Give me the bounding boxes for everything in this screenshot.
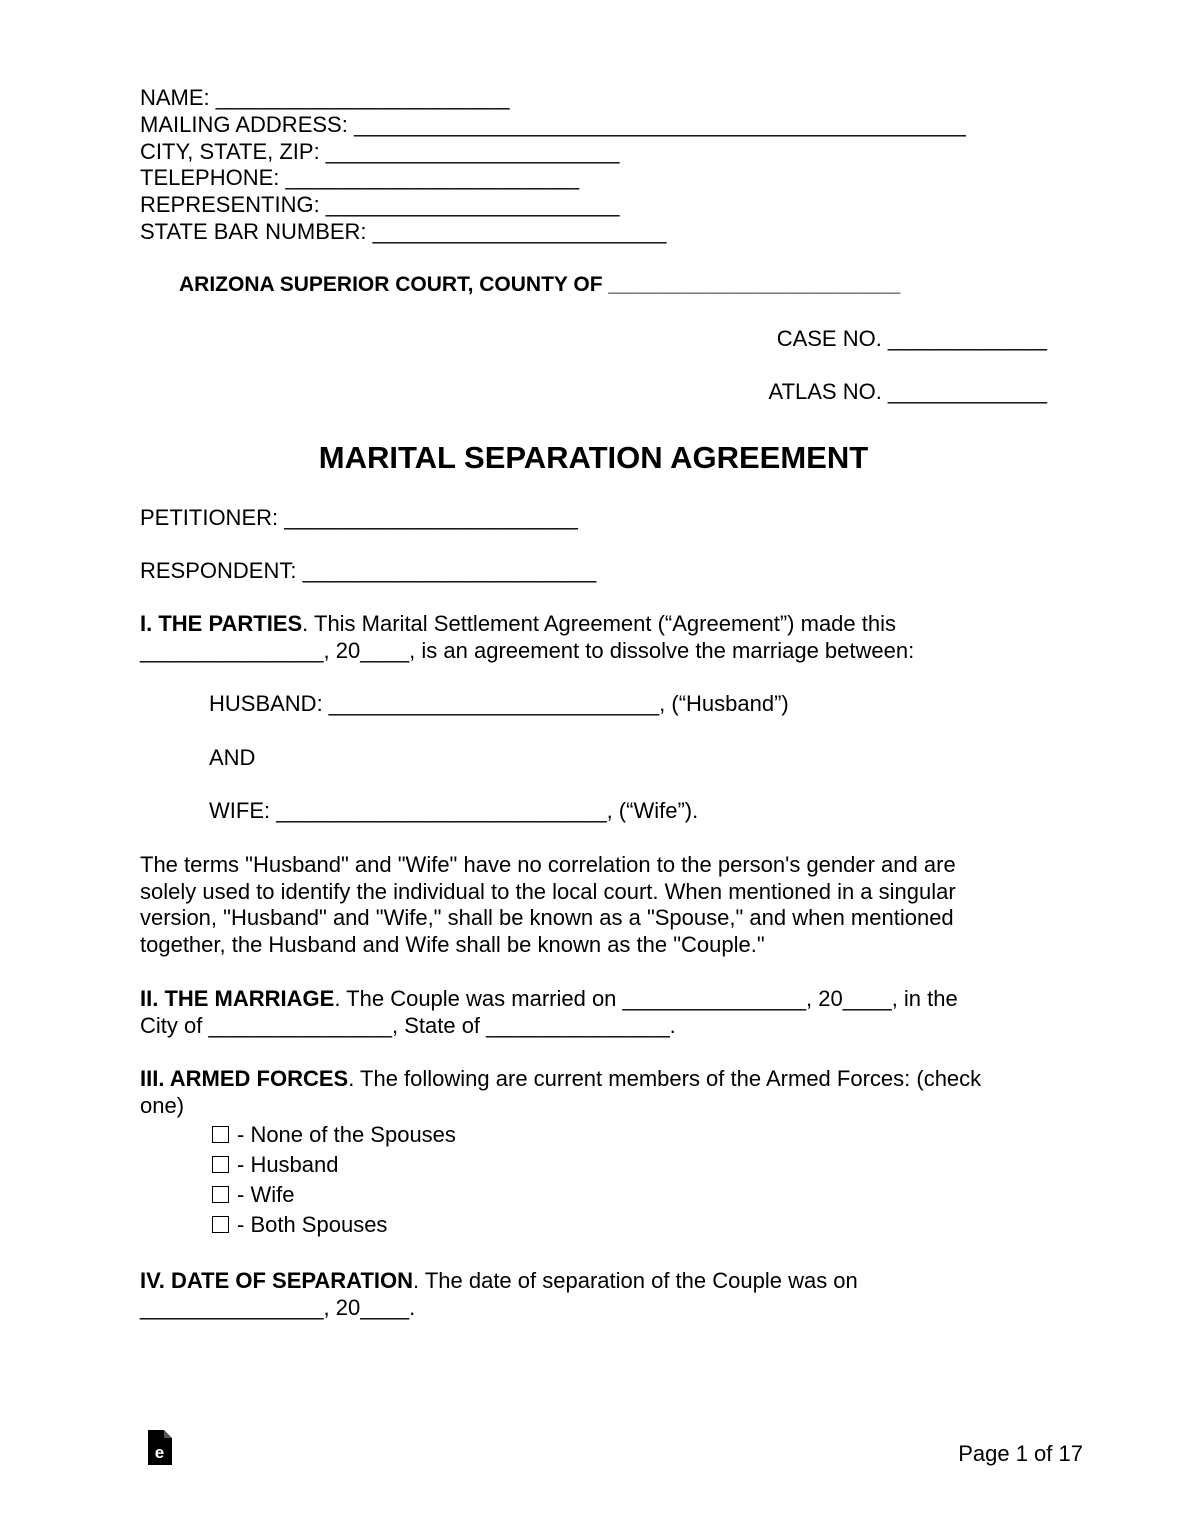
mailing-address-field: MAILING ADDRESS: __________________________________________________ <box>140 112 966 137</box>
document-title: MARITAL SEPARATION AGREEMENT <box>318 440 869 475</box>
document-e-logo-icon <box>148 1430 172 1465</box>
case-number-field: CASE NO. _____________ <box>776 326 1047 351</box>
checkbox[interactable] <box>212 1126 229 1143</box>
husband-field: HUSBAND: ___________________________, (“Husband”) <box>209 691 789 716</box>
and-text: AND <box>209 745 256 770</box>
page-number: Page 1 of 17 <box>958 1441 1083 1466</box>
city-state-zip-field: CITY, STATE, ZIP: ________________________ <box>140 139 620 164</box>
checkbox[interactable] <box>212 1216 229 1233</box>
atlas-number-field: ATLAS NO. _____________ <box>768 379 1047 404</box>
section-marriage-line1: II. THE MARRIAGE. The Couple was married on _______________, 20____, in the <box>140 986 958 1011</box>
checkbox[interactable] <box>212 1186 229 1203</box>
name-field: NAME: ________________________ <box>140 85 510 110</box>
section-separation-line2: _______________, 20____. <box>140 1295 416 1320</box>
terms-paragraph-line: solely used to identify the individual to the local court. When mentioned in a singular <box>140 879 956 904</box>
section-separation-line1: IV. DATE OF SEPARATION. The date of separation of the Couple was on <box>140 1268 858 1293</box>
terms-paragraph-line: together, the Husband and Wife shall be known as the "Couple." <box>140 932 765 957</box>
terms-paragraph-line: The terms "Husband" and "Wife" have no correlation to the person's gender and are <box>140 852 956 877</box>
court-county-line: ARIZONA SUPERIOR COURT, COUNTY OF _________________________ <box>179 273 901 296</box>
armed-forces-option[interactable]: - None of the Spouses <box>212 1121 456 1148</box>
wife-field: WIFE: ___________________________, (“Wife”). <box>209 798 699 823</box>
section-separation-heading: IV. DATE OF SEPARATION <box>140 1268 413 1293</box>
section-armed-forces-line1: III. ARMED FORCES. The following are current members of the Armed Forces: (check <box>140 1066 982 1091</box>
section-parties-heading: I. THE PARTIES <box>140 611 303 636</box>
petitioner-field: PETITIONER: ________________________ <box>140 505 578 530</box>
section-armed-forces-line2: one) <box>140 1093 185 1118</box>
section-parties-line2: _______________, 20____, is an agreement to dissolve the marriage between: <box>140 638 915 663</box>
svg-text:e: e <box>154 1443 165 1462</box>
armed-forces-option[interactable]: - Both Spouses <box>212 1211 387 1238</box>
respondent-field: RESPONDENT: ________________________ <box>140 558 597 583</box>
armed-forces-option[interactable]: - Wife <box>212 1181 294 1208</box>
state-bar-number-field: STATE BAR NUMBER: ________________________ <box>140 219 667 244</box>
section-parties-line1: I. THE PARTIES. This Marital Settlement Agreement (“Agreement”) made this <box>140 611 896 636</box>
telephone-field: TELEPHONE: ________________________ <box>140 165 580 190</box>
terms-paragraph-line: version, "Husband" and "Wife," shall be known as a "Spouse," and when mentioned <box>140 905 954 930</box>
checkbox[interactable] <box>212 1156 229 1173</box>
representing-field: REPRESENTING: ________________________ <box>140 192 620 217</box>
section-marriage-heading: II. THE MARRIAGE <box>140 986 335 1011</box>
section-marriage-line2: City of _______________, State of _______________. <box>140 1013 676 1038</box>
section-armed-forces-heading: III. ARMED FORCES <box>140 1066 349 1091</box>
armed-forces-option[interactable]: - Husband <box>212 1151 339 1178</box>
